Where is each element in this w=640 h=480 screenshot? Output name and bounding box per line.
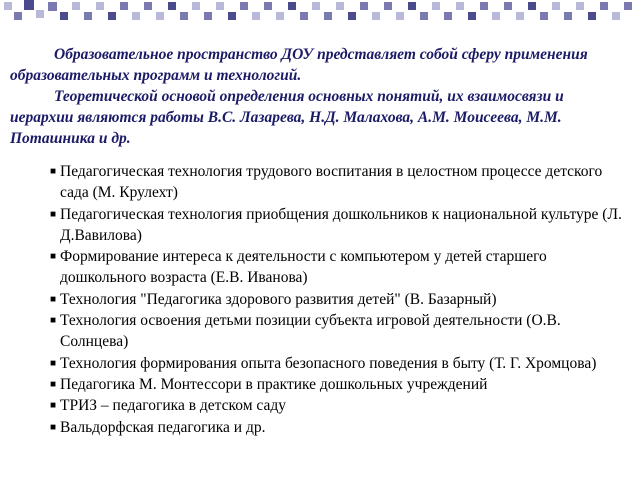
deco-square-icon [120,2,128,10]
deco-square-icon [264,2,272,10]
square-bullet-icon: ■ [50,421,57,433]
list-item-text: Педагогическая технология приобщения дошкольников к национальной культуре (Л. Д.Вавилова) [60,205,622,244]
square-bullet-icon: ■ [50,400,57,412]
deco-square-icon [192,2,200,10]
header-paragraph: Образовательное пространство ДОУ представляет собой сферу применения образовательных программ и технологий. [10,46,588,84]
deco-square-icon [228,12,236,20]
deco-square-icon [204,12,212,20]
deco-square-icon [36,10,44,18]
deco-square-icon [14,12,22,20]
list-item-text: Технология формирования опыта безопасного поведения в быту (Т. Г. Хромцова) [60,354,597,372]
deco-square-icon [420,12,428,20]
deco-square-icon [600,2,608,10]
deco-square-icon [408,2,416,10]
list-item [50,353,630,374]
deco-square-icon [612,12,620,20]
list-item [50,289,630,310]
deco-square-icon [624,2,632,10]
deco-square-icon [468,12,476,20]
list-item [50,395,630,416]
deco-square-icon [372,12,380,20]
list-item [50,374,630,395]
deco-square-icon [276,12,284,20]
square-bullet-icon: ■ [50,315,57,327]
list-item-text: Формирование интереса к деятельности с компьютером у детей старшего дошкольного возраста (Е.В. Иванова) [60,248,547,287]
list-item-text: Вальдорфская педагогика и др. [60,418,266,436]
deco-square-icon [480,2,488,10]
deco-square-icon [168,2,176,10]
list-item-text: Педагогика М. Монтессори в практике дошкольных учреждений [60,375,488,393]
list-item [50,310,630,353]
deco-square-icon [504,2,512,10]
deco-square-icon [576,2,584,10]
deco-square-icon [432,2,440,10]
list-item [50,161,630,204]
deco-square-icon [492,12,500,20]
deco-square-icon [516,12,524,20]
deco-square-icon [456,2,464,10]
list-item [50,417,630,438]
deco-square-icon [528,2,536,10]
deco-square-icon [24,0,34,10]
deco-square-icon [552,2,560,10]
list-item [50,246,630,289]
technology-list [50,161,630,438]
deco-square-icon [300,12,308,20]
square-bullet-icon: ■ [50,251,57,263]
deco-square-icon [216,2,224,10]
header-paragraph: Теоретической основой определения основных понятий, их взаимосвязи и иерархии являются работы В.С. Лазарева, Н.Д. Малахова, А.М. Моисеева, М.М. Поташника и др. [10,88,564,147]
deco-square-icon [312,2,320,10]
deco-square-icon [588,12,596,20]
slide-header [10,44,630,149]
square-bullet-icon: ■ [50,208,57,220]
square-bullet-icon: ■ [50,166,57,177]
deco-square-icon [396,12,404,20]
square-bullet-icon: ■ [50,293,57,305]
list-item-text: Технология освоения детьми позиции субъекта игровой деятельности (О.В. Солнцева) [60,312,561,351]
list-item-text: Технология "Педагогика здорового развития детей" (В. Базарный) [60,290,497,308]
deco-square-icon [540,12,548,20]
deco-square-icon [180,12,188,20]
deco-square-icon [96,2,104,10]
deco-square-icon [4,2,12,10]
deco-square-icon [444,12,452,20]
list-item-text: ТРИЗ – педагогика в детском саду [60,397,286,415]
deco-square-icon [348,12,356,20]
deco-square-icon [48,2,57,11]
list-item-text: Педагогическая технология трудового воспитания в целостном процессе детского сада (М. Крулехт) [60,163,603,202]
deco-square-icon [360,2,368,10]
deco-square-icon [132,12,140,20]
square-bullet-icon: ■ [50,357,57,369]
deco-square-icon [156,12,164,20]
deco-square-icon [252,12,260,20]
deco-square-icon [384,2,392,10]
decorative-squares-strip [0,0,640,24]
deco-square-icon [84,12,92,20]
deco-square-icon [288,2,296,10]
deco-square-icon [72,2,80,10]
deco-square-icon [324,12,332,20]
deco-square-icon [144,2,152,10]
deco-square-icon [108,12,116,20]
deco-square-icon [60,12,68,20]
square-bullet-icon: ■ [50,378,57,390]
list-item [50,204,630,247]
deco-square-icon [240,2,248,10]
deco-square-icon [564,12,572,20]
deco-square-icon [336,2,344,10]
